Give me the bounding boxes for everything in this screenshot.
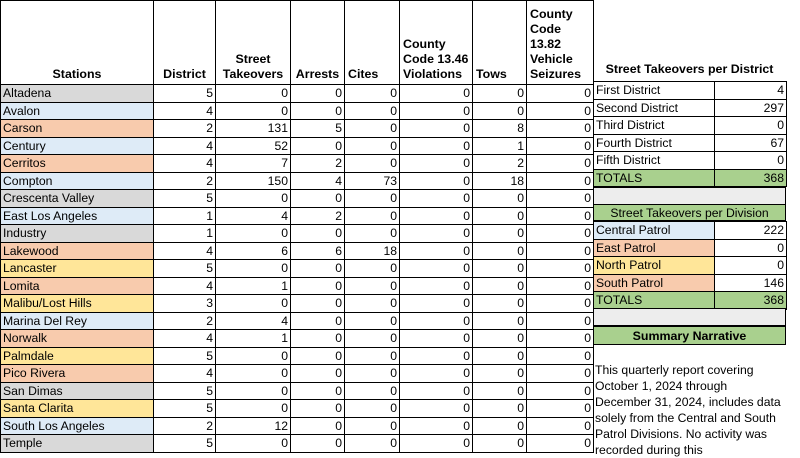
street-takeovers-cell: 0 — [216, 435, 291, 453]
district-cell: 2 — [154, 312, 216, 330]
arrests-cell: 0 — [291, 85, 345, 103]
division-summary-table — [593, 221, 787, 310]
district-cell: 2 — [154, 417, 216, 435]
tows-cell: 0 — [473, 260, 527, 278]
arrests-cell: 2 — [291, 155, 345, 173]
district-cell: 5 — [154, 190, 216, 208]
header-street-takeovers: Street Takeovers — [216, 1, 291, 85]
violations-cell: 0 — [400, 155, 473, 173]
violations-cell: 0 — [400, 260, 473, 278]
cites-cell: 0 — [345, 120, 400, 138]
district-label: Fifth District — [594, 152, 715, 170]
station-name-cell: Lancaster — [1, 260, 154, 278]
division-summary-title: Street Takeovers per Division — [593, 204, 786, 221]
violations-cell: 0 — [400, 102, 473, 120]
violations-cell: 0 — [400, 417, 473, 435]
arrests-cell: 0 — [291, 277, 345, 295]
cites-cell: 0 — [345, 102, 400, 120]
violations-cell: 0 — [400, 85, 473, 103]
station-name-cell: South Los Angeles — [1, 417, 154, 435]
street-takeovers-cell: 0 — [216, 347, 291, 365]
station-name-cell: Altadena — [1, 85, 154, 103]
district-label: First District — [594, 82, 715, 100]
district-summary-row — [594, 117, 787, 135]
street-takeovers-cell: 0 — [216, 102, 291, 120]
tows-cell: 18 — [473, 172, 527, 190]
arrests-cell: 0 — [291, 382, 345, 400]
violations-cell: 0 — [400, 295, 473, 313]
street-takeovers-cell: 131 — [216, 120, 291, 138]
cites-cell: 0 — [345, 277, 400, 295]
violations-cell: 0 — [400, 435, 473, 453]
violations-cell: 0 — [400, 242, 473, 260]
street-takeovers-cell: 52 — [216, 137, 291, 155]
station-name-cell: Norwalk — [1, 330, 154, 348]
arrests-cell: 0 — [291, 190, 345, 208]
division-totals-label: TOTALS — [594, 292, 715, 310]
table-row — [1, 190, 594, 208]
table-row — [1, 85, 594, 103]
district-totals-label: TOTALS — [594, 169, 715, 187]
district-cell: 5 — [154, 382, 216, 400]
table-row — [1, 330, 594, 348]
seizures-cell: 0 — [527, 435, 594, 453]
district-cell: 5 — [154, 347, 216, 365]
summary-panel — [593, 0, 800, 457]
seizures-cell: 0 — [527, 190, 594, 208]
violations-cell: 0 — [400, 172, 473, 190]
street-takeovers-cell: 4 — [216, 312, 291, 330]
tows-cell: 0 — [473, 347, 527, 365]
district-cell: 5 — [154, 260, 216, 278]
seizures-cell: 0 — [527, 207, 594, 225]
cites-cell: 0 — [345, 365, 400, 383]
arrests-cell: 0 — [291, 102, 345, 120]
table-row — [1, 365, 594, 383]
table-row — [1, 382, 594, 400]
district-label: Second District — [594, 99, 715, 117]
violations-cell: 0 — [400, 120, 473, 138]
district-totals-row — [594, 169, 787, 187]
station-name-cell: East Los Angeles — [1, 207, 154, 225]
street-takeovers-cell: 0 — [216, 295, 291, 313]
seizures-cell: 0 — [527, 365, 594, 383]
tows-cell: 0 — [473, 365, 527, 383]
district-summary-title: Street Takeovers per District — [605, 62, 774, 76]
street-takeovers-cell: 0 — [216, 382, 291, 400]
violations-cell: 0 — [400, 207, 473, 225]
table-row — [1, 155, 594, 173]
narrative-title: Summary Narrative — [593, 326, 786, 345]
cites-cell: 0 — [345, 347, 400, 365]
table-row — [1, 172, 594, 190]
table-row — [1, 295, 594, 313]
seizures-cell: 0 — [527, 137, 594, 155]
narrative-text: This quarterly report covering October 1, 2024 through December 31, 2024, includes data solely from the Central and South Patrol Divisions. No activity was recorded during this — [595, 363, 781, 457]
station-name-cell: Pico Rivera — [1, 365, 154, 383]
violations-cell: 0 — [400, 365, 473, 383]
district-label: Third District — [594, 117, 715, 135]
division-label: East Patrol — [594, 239, 715, 257]
district-cell: 3 — [154, 295, 216, 313]
street-takeovers-cell: 150 — [216, 172, 291, 190]
division-summary-row — [594, 222, 787, 240]
seizures-cell: 0 — [527, 417, 594, 435]
street-takeovers-cell: 1 — [216, 277, 291, 295]
seizures-cell: 0 — [527, 242, 594, 260]
district-cell: 4 — [154, 330, 216, 348]
division-value: 0 — [715, 239, 787, 257]
district-value: 4 — [715, 82, 787, 100]
seizures-cell: 0 — [527, 225, 594, 243]
header-arrests: Arrests — [291, 1, 345, 85]
table-row — [1, 102, 594, 120]
cites-cell: 0 — [345, 137, 400, 155]
station-rows — [1, 85, 594, 453]
division-value: 222 — [715, 222, 787, 240]
arrests-cell: 0 — [291, 330, 345, 348]
tows-cell: 0 — [473, 102, 527, 120]
division-value: 146 — [715, 274, 787, 292]
station-name-cell: Lomita — [1, 277, 154, 295]
street-takeovers-cell: 0 — [216, 85, 291, 103]
division-summary-row — [594, 257, 787, 275]
cites-cell: 0 — [345, 190, 400, 208]
district-cell: 4 — [154, 155, 216, 173]
header-stations: Stations — [1, 1, 154, 85]
tows-cell: 0 — [473, 225, 527, 243]
seizures-cell: 0 — [527, 400, 594, 418]
district-value: 67 — [715, 134, 787, 152]
division-summary-row — [594, 274, 787, 292]
tows-cell: 0 — [473, 400, 527, 418]
street-takeovers-cell: 0 — [216, 365, 291, 383]
division-totals-row — [594, 292, 787, 310]
tows-cell: 0 — [473, 417, 527, 435]
arrests-cell: 4 — [291, 172, 345, 190]
district-value: 0 — [715, 117, 787, 135]
table-row — [1, 120, 594, 138]
cites-cell: 0 — [345, 417, 400, 435]
table-row — [1, 207, 594, 225]
arrests-cell: 2 — [291, 207, 345, 225]
arrests-cell: 0 — [291, 295, 345, 313]
station-name-cell: Century — [1, 137, 154, 155]
tows-cell: 0 — [473, 242, 527, 260]
violations-cell: 0 — [400, 137, 473, 155]
seizures-cell: 0 — [527, 295, 594, 313]
tows-cell: 0 — [473, 295, 527, 313]
district-cell: 5 — [154, 400, 216, 418]
district-cell: 1 — [154, 207, 216, 225]
station-name-cell: Carson — [1, 120, 154, 138]
seizures-cell: 0 — [527, 102, 594, 120]
cites-cell: 0 — [345, 330, 400, 348]
seizures-cell: 0 — [527, 120, 594, 138]
table-row — [1, 435, 594, 453]
violations-cell: 0 — [400, 225, 473, 243]
cites-cell: 0 — [345, 435, 400, 453]
tows-cell: 0 — [473, 277, 527, 295]
district-cell: 5 — [154, 85, 216, 103]
cites-cell: 0 — [345, 295, 400, 313]
tows-cell: 8 — [473, 120, 527, 138]
seizures-cell: 0 — [527, 155, 594, 173]
tows-cell: 2 — [473, 155, 527, 173]
station-name-cell: Cerritos — [1, 155, 154, 173]
spacer-row — [593, 187, 786, 205]
street-takeovers-cell: 4 — [216, 207, 291, 225]
header-county-code-1346: County Code 13.46 Violations — [400, 1, 473, 85]
tows-cell: 0 — [473, 207, 527, 225]
table-row — [1, 225, 594, 243]
violations-cell: 0 — [400, 330, 473, 348]
seizures-cell: 0 — [527, 312, 594, 330]
tows-cell: 0 — [473, 330, 527, 348]
table-row — [1, 242, 594, 260]
division-label: Central Patrol — [594, 222, 715, 240]
header-district: District — [154, 1, 216, 85]
table-row — [1, 417, 594, 435]
district-cell: 5 — [154, 435, 216, 453]
street-takeovers-cell: 6 — [216, 242, 291, 260]
cites-cell: 0 — [345, 400, 400, 418]
violations-cell: 0 — [400, 277, 473, 295]
violations-cell: 0 — [400, 347, 473, 365]
street-takeovers-cell: 0 — [216, 190, 291, 208]
seizures-cell: 0 — [527, 260, 594, 278]
violations-cell: 0 — [400, 190, 473, 208]
cites-cell: 18 — [345, 242, 400, 260]
cites-cell: 73 — [345, 172, 400, 190]
table-row — [1, 260, 594, 278]
district-value: 297 — [715, 99, 787, 117]
district-summary-table — [593, 81, 787, 187]
cites-cell: 0 — [345, 85, 400, 103]
tows-cell: 0 — [473, 435, 527, 453]
spacer-row-2 — [593, 308, 786, 326]
tows-cell: 1 — [473, 137, 527, 155]
district-cell: 1 — [154, 225, 216, 243]
station-name-cell: Malibu/Lost Hills — [1, 295, 154, 313]
violations-cell: 0 — [400, 382, 473, 400]
street-takeovers-cell: 7 — [216, 155, 291, 173]
district-summary-row — [594, 152, 787, 170]
street-takeovers-cell: 0 — [216, 225, 291, 243]
station-name-cell: Lakewood — [1, 242, 154, 260]
station-name-cell: Compton — [1, 172, 154, 190]
station-name-cell: Avalon — [1, 102, 154, 120]
arrests-cell: 0 — [291, 417, 345, 435]
district-cell: 2 — [154, 172, 216, 190]
seizures-cell: 0 — [527, 347, 594, 365]
arrests-cell: 6 — [291, 242, 345, 260]
station-name-cell: Palmdale — [1, 347, 154, 365]
arrests-cell: 0 — [291, 400, 345, 418]
violations-cell: 0 — [400, 400, 473, 418]
division-value: 0 — [715, 257, 787, 275]
station-name-cell: Marina Del Rey — [1, 312, 154, 330]
table-row — [1, 137, 594, 155]
station-name-cell: Santa Clarita — [1, 400, 154, 418]
cites-cell: 0 — [345, 207, 400, 225]
header-county-code-1382: County Code 13.82 Vehicle Seizures — [527, 1, 594, 85]
arrests-cell: 5 — [291, 120, 345, 138]
arrests-cell: 0 — [291, 435, 345, 453]
district-totals-value: 368 — [715, 169, 787, 187]
cites-cell: 0 — [345, 312, 400, 330]
street-takeovers-cell: 0 — [216, 400, 291, 418]
header-row — [1, 1, 594, 85]
tows-cell: 0 — [473, 382, 527, 400]
table-row — [1, 347, 594, 365]
district-cell: 4 — [154, 137, 216, 155]
district-summary-row — [594, 99, 787, 117]
tows-cell: 0 — [473, 312, 527, 330]
arrests-cell: 0 — [291, 312, 345, 330]
district-cell: 4 — [154, 242, 216, 260]
district-label: Fourth District — [594, 134, 715, 152]
header-cites: Cites — [345, 1, 400, 85]
street-takeovers-cell: 12 — [216, 417, 291, 435]
seizures-cell: 0 — [527, 277, 594, 295]
district-cell: 4 — [154, 277, 216, 295]
street-takeovers-cell: 1 — [216, 330, 291, 348]
table-row — [1, 400, 594, 418]
arrests-cell: 0 — [291, 347, 345, 365]
header-tows: Tows — [473, 1, 527, 85]
district-cell: 4 — [154, 365, 216, 383]
arrests-cell: 0 — [291, 365, 345, 383]
violations-cell: 0 — [400, 312, 473, 330]
seizures-cell: 0 — [527, 85, 594, 103]
cites-cell: 0 — [345, 260, 400, 278]
street-takeovers-cell: 0 — [216, 260, 291, 278]
district-summary-row — [594, 134, 787, 152]
seizures-cell: 0 — [527, 330, 594, 348]
station-name-cell: Industry — [1, 225, 154, 243]
table-row — [1, 277, 594, 295]
division-label: North Patrol — [594, 257, 715, 275]
division-summary-row — [594, 239, 787, 257]
district-cell: 4 — [154, 102, 216, 120]
division-totals-value: 368 — [715, 292, 787, 310]
district-value: 0 — [715, 152, 787, 170]
tows-cell: 0 — [473, 85, 527, 103]
cites-cell: 0 — [345, 225, 400, 243]
station-name-cell: San Dimas — [1, 382, 154, 400]
cites-cell: 0 — [345, 382, 400, 400]
seizures-cell: 0 — [527, 382, 594, 400]
station-name-cell: Crescenta Valley — [1, 190, 154, 208]
table-row — [1, 312, 594, 330]
station-name-cell: Temple — [1, 435, 154, 453]
tows-cell: 0 — [473, 190, 527, 208]
seizures-cell: 0 — [527, 172, 594, 190]
cites-cell: 0 — [345, 155, 400, 173]
district-cell: 2 — [154, 120, 216, 138]
district-summary-row — [594, 82, 787, 100]
division-label: South Patrol — [594, 274, 715, 292]
arrests-cell: 0 — [291, 260, 345, 278]
arrests-cell: 0 — [291, 225, 345, 243]
arrests-cell: 0 — [291, 137, 345, 155]
